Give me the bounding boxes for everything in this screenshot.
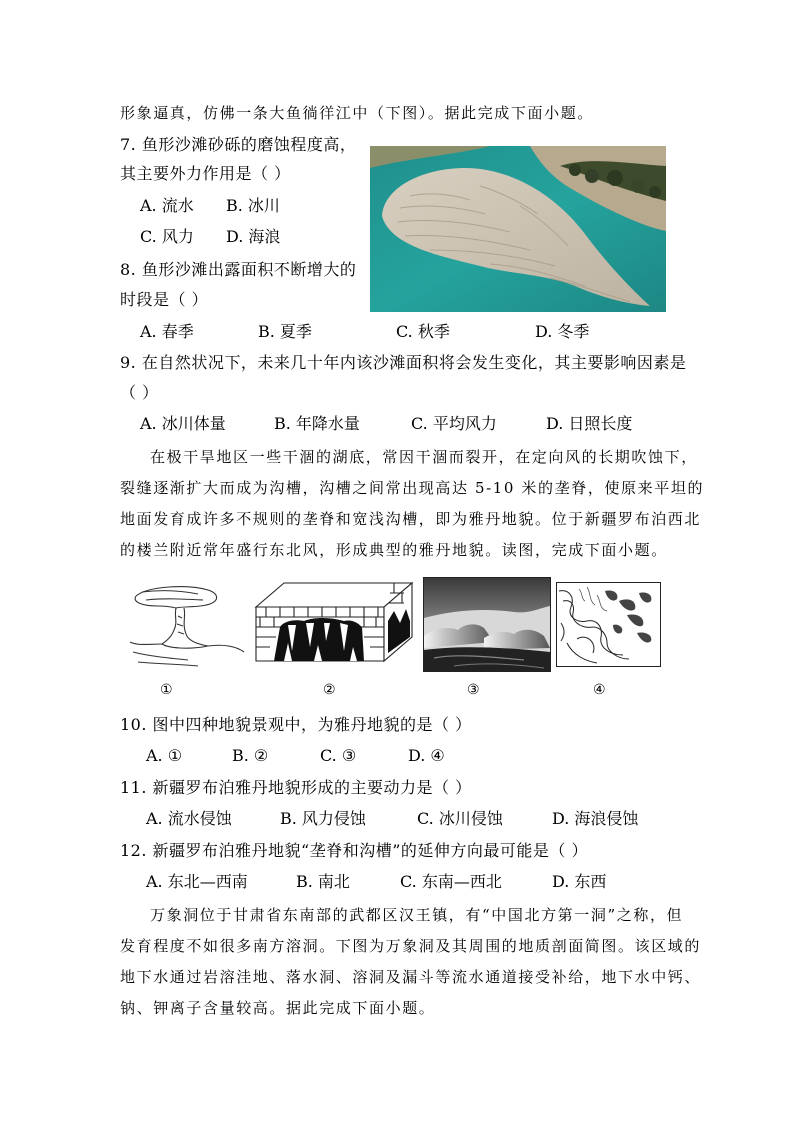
q11-stem: 11. 新疆罗布泊雅丹地貌形成的主要动力是（ ） [120, 778, 472, 797]
q10-option-d[interactable]: D. ④ [408, 746, 445, 765]
q12-option-a[interactable]: A. 东北—西南 [146, 872, 248, 891]
fluvial-sketch-illustration [557, 583, 660, 666]
q9-option-c[interactable]: C. 平均风力 [411, 414, 497, 433]
q7-option-a[interactable]: A. 流水 [140, 196, 194, 215]
q9-option-a[interactable]: A. 冰川体量 [140, 414, 226, 433]
q7-option-c[interactable]: C. 风力 [140, 227, 194, 246]
q11-option-c[interactable]: C. 冰川侵蚀 [417, 809, 503, 828]
q7-stem-line2: 其主要外力作用是（ ） [120, 164, 291, 183]
q10-option-c[interactable]: C. ③ [320, 746, 357, 765]
figure-2-karst-block [254, 581, 414, 663]
yardang-landscape-illustration [424, 578, 550, 671]
q10-stem: 10. 图中四种地貌景观中，为雅丹地貌的是（ ） [120, 715, 472, 734]
q8-option-b[interactable]: B. 夏季 [258, 322, 312, 341]
q8-stem-line1: 8. 鱼形沙滩出露面积不断增大的 [120, 260, 357, 279]
q11-option-b[interactable]: B. 风力侵蚀 [280, 809, 366, 828]
figure-3-label: ③ [467, 682, 480, 698]
sandbar-photo [370, 146, 666, 312]
q9-option-b[interactable]: B. 年降水量 [274, 414, 360, 433]
yardang-intro-line4: 的楼兰附近常年盛行东北风，形成典型的雅丹地貌。读图，完成下面小题。 [120, 541, 668, 559]
figure-4-fluvial-sketch [556, 582, 661, 667]
yardang-intro-line3: 地面发育成许多不规则的垄脊和宽浅沟槽，即为雅丹地貌。位于新疆罗布泊西北 [120, 510, 702, 528]
cave-intro-line2: 发育程度不如很多南方溶洞。下图为万象洞及其周围的地质剖面简图。该区域的 [120, 937, 702, 955]
q9-stem-line1: 9. 在自然状况下，未来几十年内该沙滩面积将会发生变化，其主要影响因素是 [120, 353, 687, 372]
cave-intro-line1: 万象洞位于甘肃省东南部的武都区汉王镇，有“中国北方第一洞”之称，但 [150, 906, 684, 924]
sandbar-photo-illustration [370, 146, 666, 312]
cave-intro-line3: 地下水通过岩溶洼地、落水洞、溶洞及漏斗等流水通道接受补给，地下水中钙、 [120, 968, 702, 986]
q8-stem-line2: 时段是（ ） [120, 290, 209, 309]
q8-option-a[interactable]: A. 春季 [140, 322, 194, 341]
q7-option-b[interactable]: B. 冰川 [226, 196, 280, 215]
figure-1-label: ① [160, 682, 173, 698]
figure-4-label: ④ [593, 682, 606, 698]
q9-option-d[interactable]: D. 日照长度 [546, 414, 633, 433]
q12-option-c[interactable]: C. 东南—西北 [400, 872, 502, 891]
q10-option-a[interactable]: A. ① [146, 746, 183, 765]
figure-1-mushroom-rock [128, 582, 248, 668]
intro-tail-text: 形象逼真，仿佛一条大鱼徜徉江中（下图）。据此完成下面小题。 [120, 104, 594, 122]
q8-option-d[interactable]: D. 冬季 [535, 322, 590, 341]
q8-option-c[interactable]: C. 秋季 [396, 322, 450, 341]
q11-option-d[interactable]: D. 海浪侵蚀 [552, 809, 639, 828]
mushroom-rock-sketch [128, 582, 248, 668]
q10-option-b[interactable]: B. ② [232, 746, 269, 765]
figure-2-label: ② [323, 682, 336, 698]
q11-option-a[interactable]: A. 流水侵蚀 [146, 809, 232, 828]
karst-block-diagram [254, 581, 414, 663]
q12-option-d[interactable]: D. 东西 [552, 872, 607, 891]
cave-intro-line4: 钠、钾离子含量较高。据此完成下面小题。 [120, 999, 436, 1017]
q12-option-b[interactable]: B. 南北 [296, 872, 350, 891]
q7-stem-line1: 7. 鱼形沙滩砂砾的磨蚀程度高， [120, 135, 357, 154]
q7-option-d[interactable]: D. 海浪 [226, 227, 281, 246]
yardang-intro-line1: 在极干旱地区一些干涸的湖底，常因干涸而裂开，在定向风的长期吹蚀下， [150, 448, 698, 466]
q12-stem: 12. 新疆罗布泊雅丹地貌“垄脊和沟槽”的延伸方向最可能是（ ） [120, 841, 588, 860]
figure-3-yardang-landscape [423, 577, 551, 672]
q9-stem-line2: （ ） [120, 383, 159, 402]
yardang-intro-line2: 裂缝逐渐扩大而成为沟槽，沟槽之间常出现高达 5-10 米的垄脊，使原来平坦的 [120, 479, 705, 497]
